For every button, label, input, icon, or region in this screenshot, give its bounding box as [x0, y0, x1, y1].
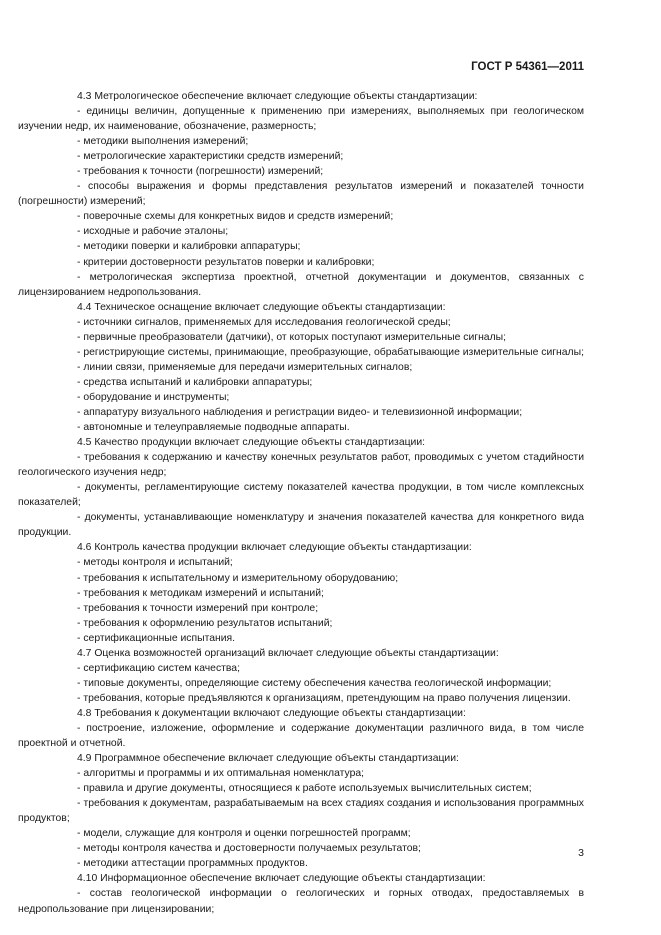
list-item: - сертификационные испытания.	[77, 632, 236, 644]
list-item: - поверочные схемы для конкретных видов и средств измерений;	[77, 211, 394, 223]
list-item: - сертификацию систем качества;	[77, 662, 240, 674]
list-item: - модели, служащие для контроля и оценки погрешностей программ;	[77, 828, 411, 840]
list-item: - методы контроля и испытаний;	[77, 557, 233, 569]
list-item: - аппаратуру визуального наблюдения и регистрации видео- и телевизионной информации;	[77, 406, 523, 418]
list-item: - типовые документы, определяющие систему обеспечения качества геологической информации;	[77, 677, 552, 689]
list-item: - первичные преобразователи (датчики), от которых поступают измерительные сигналы;	[77, 331, 507, 343]
list-item: - методики поверки и калибровки аппаратуры;	[77, 241, 301, 253]
section-heading: 4.7 Оценка возможностей организаций включает следующие объекты стандартизации:	[77, 647, 499, 659]
list-item: - требования к содержанию и качеству конечных результатов работ, проводимых с учетом стадийности геологического изучения недр;	[18, 452, 584, 479]
section-heading: 4.9 Программное обеспечение включает следующие объекты стандартизации:	[77, 753, 459, 765]
list-item: - правила и другие документы, относящиеся к работе используемых вычислительных систем;	[77, 783, 532, 795]
section-heading: 4.8 Требования к документации включают следующие объекты стандартизации:	[77, 707, 466, 719]
list-item: - регистрирующие системы, принимающие, преобразующие, обрабатывающие измерительные сигналы;	[77, 346, 584, 358]
list-item: - критерии достоверности результатов поверки и калибровки;	[77, 256, 375, 268]
list-item: - способы выражения и формы представления результатов измерений и показателей точности (погрешности) измерений;	[18, 181, 584, 208]
list-item: - алгоритмы и программы и их оптимальная номенклатура;	[77, 768, 365, 780]
list-item: - требования к оформлению результатов испытаний;	[77, 617, 333, 629]
list-item: - оборудование и инструменты;	[77, 391, 230, 403]
list-item: - документы, регламентирующие систему показателей качества продукции, в том числе комплексных показателей;	[18, 482, 584, 509]
list-item: - исходные и рабочие эталоны;	[77, 226, 229, 238]
list-item: - требования к точности измерений при контроле;	[77, 602, 319, 614]
list-item: - требования к точности (погрешности) измерений;	[77, 166, 324, 178]
section-heading: 4.10 Информационное обеспечение включает следующие объекты стандартизации:	[77, 873, 486, 885]
list-item: - автономные и телеуправляемые подводные аппараты.	[77, 422, 350, 434]
list-item: - требования к документам, разрабатываемым на всех стадиях создания и использования программных продуктов;	[18, 798, 584, 825]
section-heading: 4.3 Метрологическое обеспечение включает следующие объекты стандартизации:	[77, 91, 478, 102]
list-item: - состав геологической информации о геологических и горных отводах, предоставляемых в недропользование при лицензировании;	[18, 888, 584, 915]
list-item: - методики аттестации программных продуктов.	[77, 858, 308, 870]
list-item: - построение, изложение, оформление и содержание документации различного вида, в том числе проектной и отчетной.	[18, 722, 584, 750]
section-heading: 4.6 Контроль качества продукции включает следующие объекты стандартизации:	[77, 542, 472, 554]
page-number: 3	[578, 847, 584, 859]
list-item: - метрологические характеристики средств измерений;	[77, 151, 344, 163]
section-heading: 4.5 Качество продукции включает следующие объекты стандартизации:	[77, 437, 426, 449]
list-item: - метрологическая экспертиза проектной, отчетной документации и документов, связанных с лицензированием недропользования.	[18, 271, 584, 298]
list-item: - требования к испытательному и измерительному оборудованию;	[77, 572, 399, 584]
list-item: - источники сигналов, применяемых для исследования геологической среды;	[77, 316, 451, 328]
section-heading: 4.4 Техническое оснащение включает следующие объекты стандартизации:	[77, 301, 446, 313]
list-item: - средства испытаний и калибровки аппаратуры;	[77, 376, 313, 388]
list-item: - методы контроля качества и достоверности получаемых результатов;	[77, 843, 421, 855]
document-body	[18, 89, 584, 917]
list-item: - требования к методикам измерений и испытаний;	[77, 587, 324, 599]
list-item: - методики выполнения измерений;	[77, 136, 249, 148]
list-item: - документы, устанавливающие номенклатуру и значения показателей качества для конкретного вида продукции.	[18, 512, 584, 539]
list-item: - линии связи, применяемые для передачи измерительных сигналов;	[77, 361, 413, 373]
list-item: - единицы величин, допущенные к применению при измерениях, выполняемых при геологическом изучении недр, их наименование, обозначение, размерность;	[18, 106, 584, 133]
document-code: ГОСТ Р 54361—2011	[471, 61, 584, 73]
list-item: - требования, которые предъявляются к организациям, претендующим на право получения лицензии.	[77, 692, 571, 704]
